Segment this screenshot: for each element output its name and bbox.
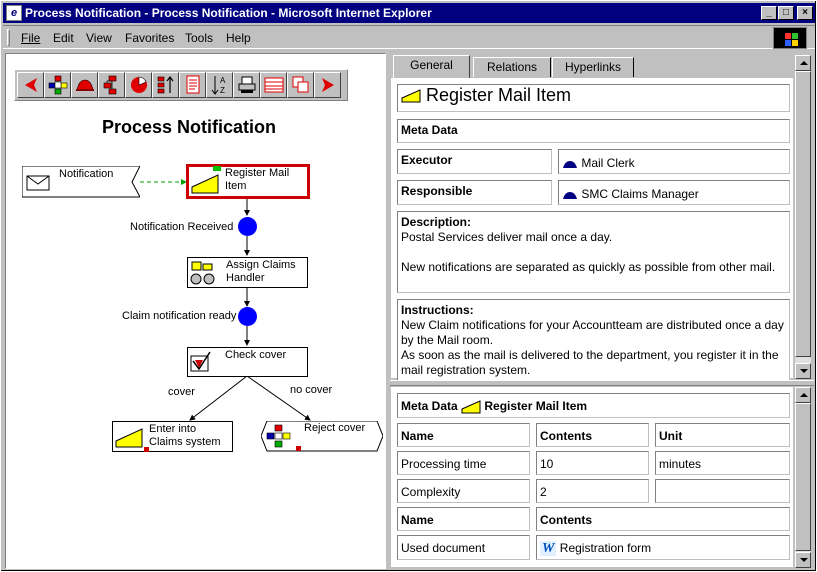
attributes-scrollbar[interactable] [795,387,811,568]
menu-favorites[interactable]: Favorites [125,31,175,45]
window-title: Process Notification - Process Notification - Microsoft Internet Explorer [25,6,432,20]
row-complexity-contents: 2 [536,479,649,503]
maximize-button[interactable]: □ [778,6,794,20]
general-scrollbar[interactable] [795,55,811,379]
tab-relations[interactable]: Relations [473,57,551,77]
description-box [397,211,790,293]
up-arrow-icon [800,61,808,65]
process-overview-icon [265,424,293,450]
description-line1: Postal Services deliver mail once a day. [401,230,613,244]
scroll-thumb[interactable] [795,403,811,551]
diagram-frame [5,53,386,569]
enter-label: Enter into Claims system [149,423,221,448]
header-unit: Unit [655,423,790,447]
event-received-label: Notification Received [130,221,234,233]
event-received-node[interactable] [238,217,257,236]
menu-file-label: File [21,31,41,45]
org-unit-icon [562,159,578,169]
scroll-down-button[interactable] [795,363,811,379]
org-unit-icon [562,190,578,200]
responsible-label: Responsible [397,180,552,205]
instructions-line1: New Claim notifications for your Accountteam are distributed once a day by the Mail room. [401,318,784,347]
menu-help[interactable]: Help [226,31,251,45]
meta-data-label: Meta Data [397,119,790,143]
notification-label: Notification [59,168,114,180]
attributes-object: Register Mail Item [484,399,588,413]
instructions-line2: As soon as the mail is delivered to the department, you register it in the mail registration system. [401,348,779,377]
function-icon [115,428,143,448]
row-document-contents[interactable] [536,535,790,560]
description-label: Description: [401,215,472,229]
object-heading [397,84,790,112]
title-bar[interactable] [3,3,815,23]
enter-claims-system-node[interactable] [112,421,233,452]
svg-text:Z: Z [219,86,225,95]
marker-green [213,166,221,171]
pane-splitter[interactable] [390,380,814,386]
properties-frame [390,53,814,569]
register-label: Register Mail Item [225,167,290,192]
event-ready-node[interactable] [238,307,257,326]
down-arrow-icon [800,558,808,562]
register-mail-item-node[interactable] [186,164,310,199]
up-arrow-icon [800,393,808,397]
header2-contents: Contents [536,507,790,531]
row-processing-contents: 10 [536,451,649,475]
function-icon [191,174,219,194]
ie-logo-icon: e [6,5,22,21]
reject-label: Reject cover [304,422,366,434]
instructions-label: Instructions: [401,303,474,317]
diagram-title: Process Notification [101,117,277,137]
event-ready-label: Claim notification ready [122,310,237,322]
checkmark-icon [190,351,212,373]
attributes-pane [391,387,793,567]
scroll-thumb[interactable] [795,71,811,357]
responsible-text: SMC Claims Manager [581,187,699,201]
header-contents: Contents [536,423,649,447]
header2-name: Name [397,507,530,531]
assign-claims-handler-node[interactable] [187,257,308,288]
menu-edit[interactable]: Edit [53,31,74,45]
function-icon [461,400,481,414]
assign-label: Assign Claims Handler [226,259,296,284]
row-complexity-name: Complexity [397,479,530,503]
menu-bar [3,25,815,49]
attributes-title [397,393,790,418]
scroll-down-button[interactable] [795,552,811,568]
tab-general[interactable]: General [393,55,470,78]
marker-red [296,446,301,451]
row-complexity-unit [655,479,790,503]
row-processing-unit: minutes [655,451,790,475]
tab-hyperlinks[interactable]: Hyperlinks [552,57,634,77]
executor-label: Executor [397,149,552,174]
cover-branch-label: cover [168,386,195,398]
function-icon [401,89,421,103]
close-button[interactable]: × [797,6,813,20]
description-line2: New notifications are separated as quickly as possible from other mail. [401,260,776,274]
menu-grip[interactable] [7,29,10,46]
minimize-button[interactable]: _ [761,6,777,20]
header-name: Name [397,423,530,447]
menu-view[interactable]: View [86,31,112,45]
document-link: Registration form [559,541,652,555]
row-document-name: Used document [397,535,530,560]
executor-value[interactable] [558,149,790,174]
check-cover-node[interactable] [187,347,308,377]
svg-text:A: A [219,76,225,85]
general-pane [391,78,793,378]
menu-tools[interactable]: Tools [185,31,214,45]
marker-red [144,447,149,452]
object-heading-text: Register Mail Item [426,85,572,105]
menu-file[interactable] [21,31,40,45]
no-cover-branch-label: no cover [290,384,333,396]
reject-cover-node[interactable] [261,421,383,452]
windows-flag-icon [773,27,807,49]
responsible-value[interactable] [558,180,790,205]
notification-node[interactable] [22,166,140,198]
row-processing-name: Processing time [397,451,530,475]
instructions-box [397,299,790,381]
down-arrow-icon [800,369,808,373]
word-document-icon: W [542,541,555,557]
attributes-meta-label: Meta Data [401,399,458,413]
executor-text: Mail Clerk [581,156,635,170]
scroll-up-button[interactable] [795,387,811,403]
envelope-icon [26,175,50,191]
scroll-up-button[interactable] [795,55,811,71]
check-label: Check cover [225,349,287,361]
role-group-icon [190,260,218,286]
